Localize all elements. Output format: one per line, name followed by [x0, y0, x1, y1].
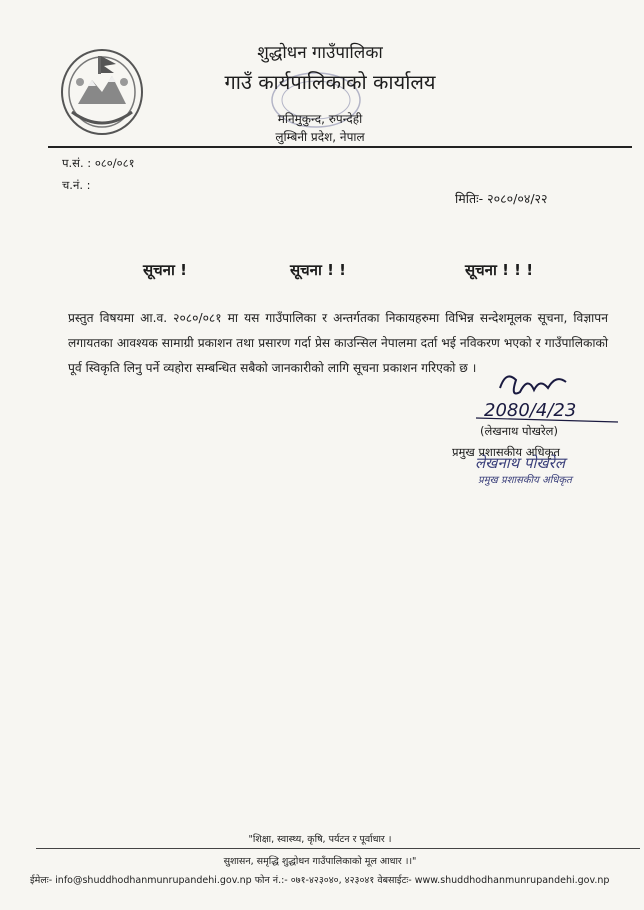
nepal-emblem-icon — [58, 42, 146, 138]
reference-number — [62, 156, 135, 171]
office-title: गाउँ कार्यपालिकाको कार्यालय — [224, 70, 436, 94]
footer-contact: ईमेलः- info@shuddhodhanmunrupandehi.gov.np फोन नं.:- ०७१-४२३०४०, ४२३०४१ वेबसाईटः- www.shuddhodhanmunrupandehi.gov.np — [30, 875, 610, 886]
header-divider — [48, 146, 632, 148]
ps-label: प.सं. : — [62, 156, 92, 170]
address-line-1: मनिमुकुन्द, रुपन्देही — [277, 112, 363, 126]
address-line-2: लुम्बिनी प्रदेश, नेपाल — [275, 130, 365, 144]
date-label: मितिः- — [455, 191, 484, 206]
cn-label: च.नं. : — [62, 178, 91, 192]
date-value: २०८०/०४/२२ — [487, 191, 548, 206]
notice-heading-1: सूचना ! — [143, 261, 187, 279]
footer-slogan-2: सुशासन, समृद्धि शुद्धोधन गाउँपालिकाको मूल आधार ।।" — [223, 856, 417, 867]
municipality-name: शुद्धोधन गाउँपालिका — [257, 43, 383, 63]
handwritten-signature — [470, 368, 620, 428]
notice-heading-2: सूचना ! ! — [290, 261, 347, 279]
dispatch-number — [62, 178, 91, 193]
signatory-designation: प्रमुख प्रशासकीय अधिकृत — [452, 445, 560, 459]
notice-heading-3: सूचना ! ! ! — [465, 261, 534, 279]
stamp-designation: प्रमुख प्रशासकीय अधिकृत — [478, 475, 572, 486]
signature-date: 2080/4/23 — [484, 400, 577, 421]
footer-slogan-1: "शिक्षा, स्वास्थ्य, कृषि, पर्यटन र पूर्वाधार । — [248, 834, 392, 845]
signatory-name: (लेखनाथ पोखरेल) — [480, 424, 558, 438]
stamp-name: लेखनाथ पोखरेल — [475, 454, 565, 472]
document-date — [455, 190, 548, 207]
ps-value: ०८०/०८१ — [94, 156, 135, 170]
footer-divider — [36, 848, 640, 849]
notice-body: प्रस्तुत विषयमा आ.व. २०८०/०८१ मा यस गाउँपालिका र अन्तर्गतका निकायहरुमा विभिन्न सन्देशमूलक सूचना, विज्ञापन लगायतका आवश्यक सामाग्री प्रकाशन तथा प्रसारण गर्दा प्रेस काउन्सिल नेपालमा दर्ता भई नविकरण भएको र गाउँपालिकाको पूर्व स्विकृति लिनु पर्ने व्यहोरा सम्बन्धित सबैको जानकारीको लागि सूचना प्रकाशन गरिएको छ । — [68, 311, 608, 375]
